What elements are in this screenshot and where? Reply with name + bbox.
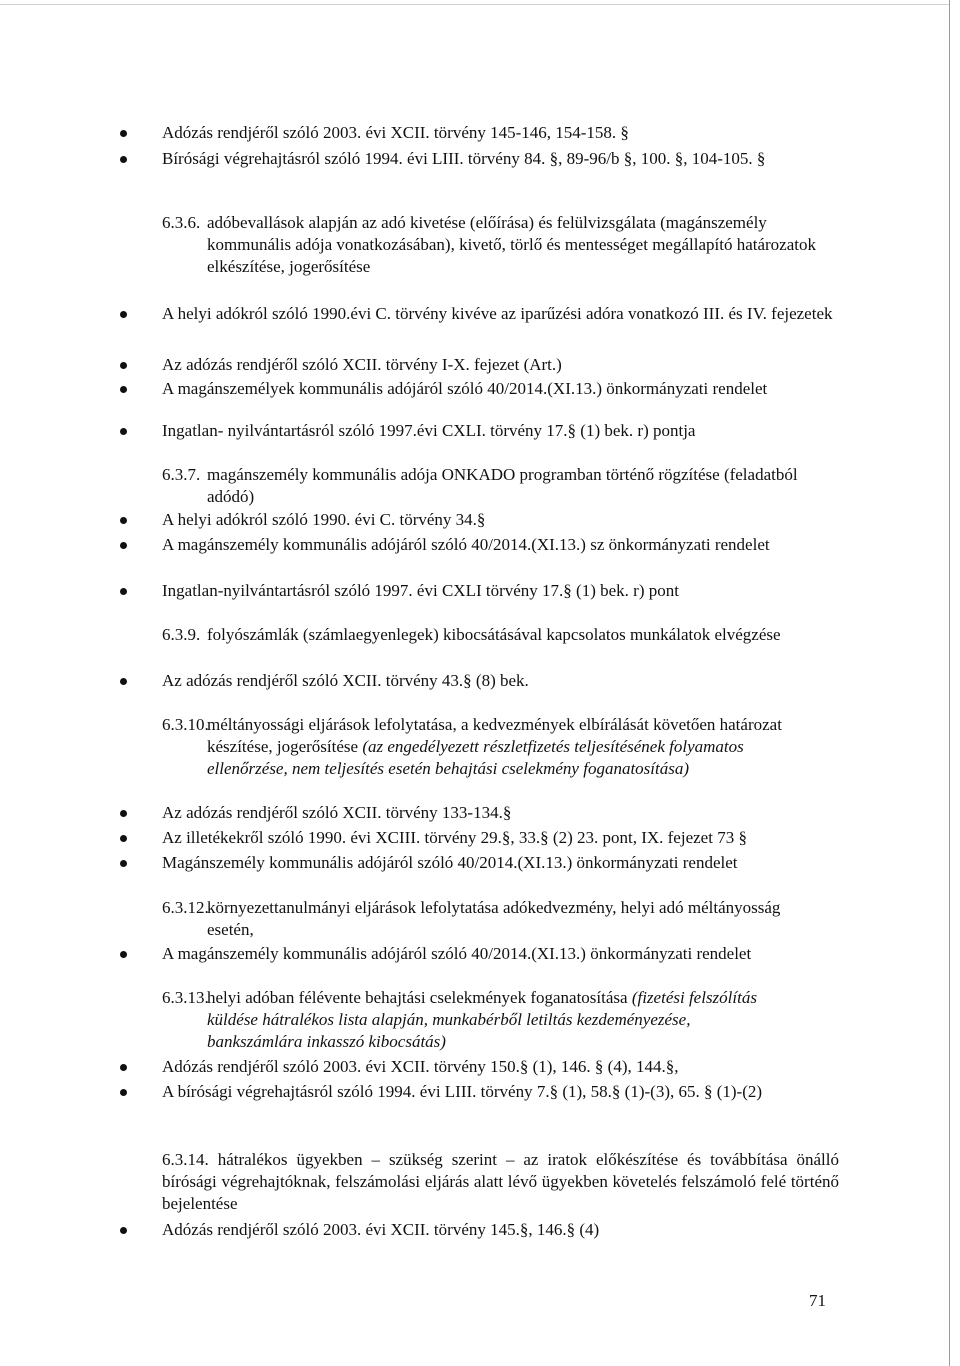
section-number: 6.3.13. — [162, 988, 209, 1007]
section-number: 6.3.6. — [162, 213, 201, 232]
list-item-text: A magánszemély kommunális adójáról szóló 40/2014.(XI.13.) önkormányzati rendelet — [162, 944, 752, 963]
section-number: 6.3.10. — [162, 715, 209, 734]
section-number: 6.3.14. — [162, 1150, 209, 1169]
bullet-icon — [120, 1089, 127, 1096]
list-item-text: Az adózás rendjéről szóló XCII. törvény I-X. fejezet (Art.) — [162, 355, 562, 374]
section-number: 6.3.12. — [162, 898, 209, 917]
section-number: 6.3.9. — [162, 625, 201, 644]
bullet-icon — [120, 1227, 127, 1234]
list-item-text: A bírósági végrehajtásról szóló 1994. évi LIII. törvény 7.§ (1), 58.§ (1)-(3), 65. § (1)-(2) — [162, 1082, 763, 1101]
list-item — [0, 1081, 960, 1103]
list-item-text: A magánszemély kommunális adójáról szóló 40/2014.(XI.13.) sz önkormányzati rendelet — [162, 535, 770, 554]
bullet-icon — [120, 362, 127, 369]
list-item — [0, 534, 960, 556]
list-item — [0, 827, 960, 849]
section-heading — [0, 212, 960, 278]
bullet-icon — [120, 542, 127, 549]
bullet-icon — [120, 130, 127, 137]
list-item — [0, 509, 960, 531]
list-item-text: Ingatlan-nyilvántartásról szóló 1997. évi CXLI törvény 17.§ (1) bek. r) pont — [162, 581, 679, 600]
list-item-text: Az adózás rendjéről szóló XCII. törvény 43.§ (8) bek. — [162, 671, 529, 690]
bullet-icon — [120, 428, 127, 435]
page-number: 71 — [809, 1291, 826, 1310]
list-item — [0, 670, 960, 692]
bullet-icon — [120, 835, 127, 842]
top-rule — [0, 4, 950, 5]
section-note: (fizetési felszólítás küldése hátralékos lista alapján, munkabérből letiltás kezdeményezése, bankszámlára inkasszó kibocsátás) — [207, 988, 757, 1051]
list-item — [0, 148, 960, 170]
list-item — [0, 943, 960, 965]
list-item — [0, 420, 960, 442]
bullet-icon — [120, 156, 127, 163]
section-title: magánszemély kommunális adója ONKADO programban történő rögzítése (feladatból adódó) — [207, 465, 798, 506]
list-item-text: Magánszemély kommunális adójáról szóló 40/2014.(XI.13.) önkormányzati rendelet — [162, 853, 738, 872]
list-item-text: A magánszemélyek kommunális adójáról szóló 40/2014.(XI.13.) önkormányzati rendelet — [162, 379, 768, 398]
section-number: 6.3.7. — [162, 465, 201, 484]
section-title: környezettanulmányi eljárások lefolytatása adókedvezmény, helyi adó méltányosság esetén, — [207, 898, 781, 939]
list-item-text: Adózás rendjéről szóló 2003. évi XCII. törvény 145-146, 154-158. § — [162, 123, 629, 142]
section-title: adóbevallások alapján az adó kivetése (előírása) és felülvizsgálata (magánszemély kommunális adója vonatkozásában), kivető, törlő és mentességet megállapító határozatok elkészítése, jogerősítése — [207, 213, 816, 276]
list-item-text: Adózás rendjéről szóló 2003. évi XCII. törvény 145.§, 146.§ (4) — [162, 1220, 600, 1239]
bullet-icon — [120, 517, 127, 524]
list-item-text: A helyi adókról szóló 1990.évi C. törvény kivéve az iparűzési adóra vonatkozó III. és IV. fejezetek — [162, 304, 833, 323]
section-heading — [0, 714, 960, 780]
section-title: hátralékos ügyekben – szükség szerint – az iratok előkészítése és továbbítása önálló bírósági végrehajtóknak, felszámolási eljárás alatt lévő ügyekben követelés felszámoló felé történő bejelentése — [162, 1150, 839, 1213]
list-item-text: Az adózás rendjéről szóló XCII. törvény 133-134.§ — [162, 803, 512, 822]
list-item — [0, 122, 960, 144]
bullet-icon — [120, 588, 127, 595]
bullet-icon — [120, 678, 127, 685]
list-item-text: Adózás rendjéről szóló 2003. évi XCII. törvény 150.§ (1), 146. § (4), 144.§, — [162, 1057, 679, 1076]
list-item — [0, 802, 960, 824]
list-item — [0, 378, 960, 400]
bullet-icon — [120, 951, 127, 958]
list-item — [0, 303, 960, 325]
bullet-icon — [120, 1064, 127, 1071]
list-item-text: Az illetékekről szóló 1990. évi XCIII. törvény 29.§, 33.§ (2) 23. pont, IX. fejezet 73 § — [162, 828, 747, 847]
section-title: méltányossági eljárások lefolytatása, a kedvezmények elbírálását követően határozat készítése, jogerősítése — [207, 715, 782, 756]
section-title: helyi adóban félévente behajtási cselekmények foganatosítása — [207, 988, 628, 1007]
bullet-icon — [120, 810, 127, 817]
list-item — [0, 1056, 960, 1078]
bullet-icon — [120, 311, 127, 318]
section-heading — [0, 1149, 960, 1215]
bullet-icon — [120, 860, 127, 867]
list-item — [0, 354, 960, 376]
list-item-text: Ingatlan- nyilvántartásról szóló 1997.évi CXLI. törvény 17.§ (1) bek. r) pontja — [162, 421, 696, 440]
bullet-icon — [120, 386, 127, 393]
list-item-text: A helyi adókról szóló 1990. évi C. törvény 34.§ — [162, 510, 486, 529]
section-heading — [0, 897, 960, 941]
section-heading — [0, 624, 960, 646]
list-item-text: Bírósági végrehajtásról szóló 1994. évi LIII. törvény 84. §, 89-96/b §, 100. §, 104-105. § — [162, 149, 766, 168]
list-item — [0, 852, 960, 874]
list-item — [0, 580, 960, 602]
section-heading — [0, 464, 960, 508]
section-heading — [0, 987, 960, 1053]
section-note: (az engedélyezett részletfizetés teljesítésének folyamatos ellenőrzése, nem teljesítés esetén behajtási cselekmény foganatosítása) — [207, 737, 744, 778]
list-item — [0, 1219, 960, 1241]
section-title: folyószámlák (számlaegyenlegek) kibocsátásával kapcsolatos munkálatok elvégzése — [207, 625, 781, 644]
